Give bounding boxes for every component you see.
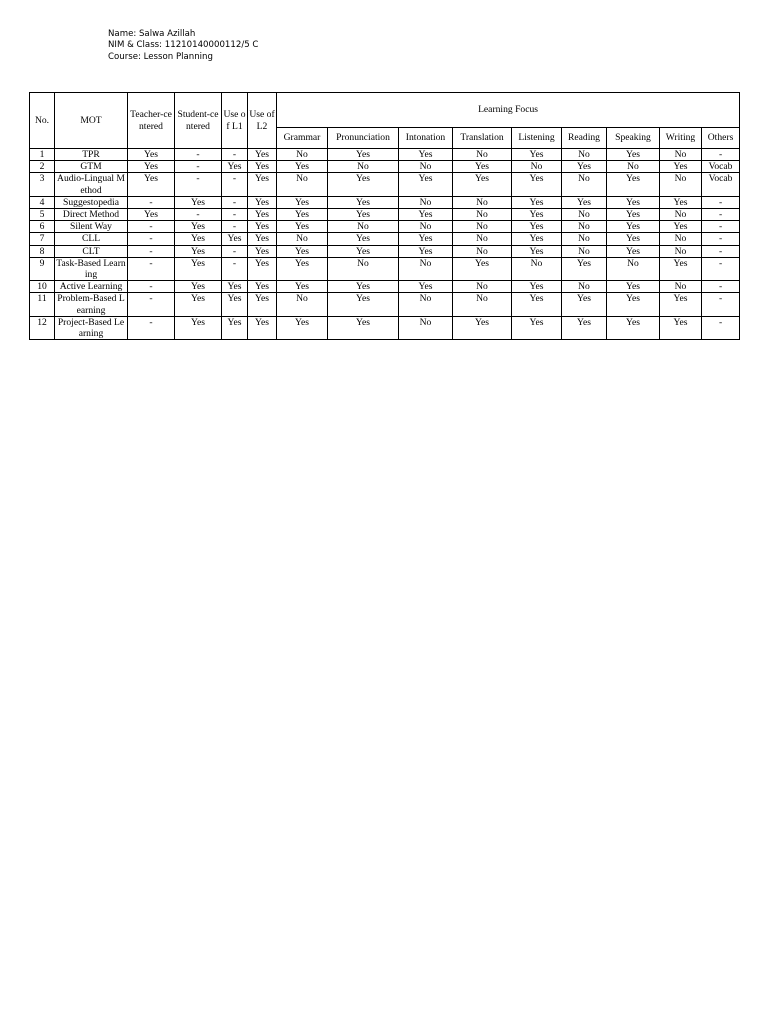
cell-grammar: Yes xyxy=(277,196,328,208)
col-header-writing: Writing xyxy=(660,128,702,149)
cell-use-l1: - xyxy=(222,209,248,221)
cell-listening: Yes xyxy=(512,209,562,221)
cell-use-l1: - xyxy=(222,196,248,208)
cell-mot: Direct Method xyxy=(55,209,128,221)
cell-listening: No xyxy=(512,257,562,280)
cell-no: 8 xyxy=(30,245,55,257)
cell-use-l2: Yes xyxy=(248,281,277,293)
cell-translation: Yes xyxy=(453,161,512,173)
cell-others: - xyxy=(702,196,740,208)
cell-student-centered: Yes xyxy=(175,233,222,245)
cell-pronunciation: Yes xyxy=(328,245,399,257)
cell-no: 12 xyxy=(30,316,55,339)
cell-student-centered: Yes xyxy=(175,257,222,280)
col-header-others: Others xyxy=(702,128,740,149)
table-row xyxy=(30,257,740,280)
table-row xyxy=(30,149,740,161)
cell-writing: Yes xyxy=(660,293,702,316)
cell-use-l1: Yes xyxy=(222,293,248,316)
cell-reading: No xyxy=(562,281,607,293)
cell-reading: No xyxy=(562,221,607,233)
cell-student-centered: Yes xyxy=(175,245,222,257)
cell-use-l2: Yes xyxy=(248,221,277,233)
cell-speaking: Yes xyxy=(607,316,660,339)
col-header-speaking: Speaking xyxy=(607,128,660,149)
cell-writing: Yes xyxy=(660,196,702,208)
cell-student-centered: - xyxy=(175,161,222,173)
cell-grammar: Yes xyxy=(277,316,328,339)
cell-writing: No xyxy=(660,281,702,293)
cell-teacher-centered: - xyxy=(128,281,175,293)
cell-intonation: No xyxy=(399,196,453,208)
cell-no: 3 xyxy=(30,173,55,196)
cell-teacher-centered: - xyxy=(128,245,175,257)
cell-use-l2: Yes xyxy=(248,293,277,316)
cell-grammar: No xyxy=(277,149,328,161)
table-row xyxy=(30,281,740,293)
cell-translation: No xyxy=(453,196,512,208)
cell-use-l1: - xyxy=(222,149,248,161)
cell-use-l1: Yes xyxy=(222,161,248,173)
cell-intonation: Yes xyxy=(399,209,453,221)
cell-no: 5 xyxy=(30,209,55,221)
cell-reading: Yes xyxy=(562,293,607,316)
cell-use-l2: Yes xyxy=(248,316,277,339)
cell-teacher-centered: - xyxy=(128,233,175,245)
cell-listening: Yes xyxy=(512,316,562,339)
cell-writing: No xyxy=(660,173,702,196)
cell-student-centered: Yes xyxy=(175,196,222,208)
cell-listening: Yes xyxy=(512,221,562,233)
cell-use-l1: Yes xyxy=(222,233,248,245)
cell-pronunciation: Yes xyxy=(328,281,399,293)
cell-use-l1: Yes xyxy=(222,281,248,293)
cell-translation: Yes xyxy=(453,257,512,280)
cell-speaking: Yes xyxy=(607,281,660,293)
course-name: Course: Lesson Planning xyxy=(108,51,213,62)
cell-reading: Yes xyxy=(562,257,607,280)
cell-use-l2: Yes xyxy=(248,209,277,221)
cell-others: - xyxy=(702,245,740,257)
cell-speaking: Yes xyxy=(607,149,660,161)
cell-teacher-centered: - xyxy=(128,293,175,316)
cell-listening: No xyxy=(512,161,562,173)
col-header-learning-focus: Learning Focus xyxy=(277,93,740,128)
cell-use-l1: - xyxy=(222,257,248,280)
cell-others: - xyxy=(702,209,740,221)
cell-no: 1 xyxy=(30,149,55,161)
cell-listening: Yes xyxy=(512,149,562,161)
cell-mot: Active Learning xyxy=(55,281,128,293)
cell-teacher-centered: Yes xyxy=(128,173,175,196)
cell-pronunciation: Yes xyxy=(328,149,399,161)
col-header-use-l2: Use of L2 xyxy=(248,93,277,149)
cell-writing: No xyxy=(660,149,702,161)
cell-intonation: Yes xyxy=(399,233,453,245)
cell-reading: No xyxy=(562,233,607,245)
cell-use-l1: - xyxy=(222,173,248,196)
cell-grammar: Yes xyxy=(277,221,328,233)
cell-speaking: No xyxy=(607,257,660,280)
cell-listening: Yes xyxy=(512,196,562,208)
cell-no: 9 xyxy=(30,257,55,280)
cell-speaking: Yes xyxy=(607,173,660,196)
document-header xyxy=(108,29,258,63)
cell-writing: No xyxy=(660,245,702,257)
cell-no: 4 xyxy=(30,196,55,208)
table-row xyxy=(30,209,740,221)
cell-teacher-centered: - xyxy=(128,196,175,208)
cell-translation: No xyxy=(453,149,512,161)
cell-others: - xyxy=(702,281,740,293)
cell-grammar: Yes xyxy=(277,209,328,221)
cell-writing: Yes xyxy=(660,221,702,233)
cell-intonation: Yes xyxy=(399,245,453,257)
cell-mot: CLT xyxy=(55,245,128,257)
cell-pronunciation: No xyxy=(328,257,399,280)
cell-pronunciation: Yes xyxy=(328,233,399,245)
cell-student-centered: - xyxy=(175,149,222,161)
col-header-listening: Listening xyxy=(512,128,562,149)
table-row xyxy=(30,173,740,196)
cell-grammar: Yes xyxy=(277,257,328,280)
col-header-pronunciation: Pronunciation xyxy=(328,128,399,149)
cell-use-l2: Yes xyxy=(248,149,277,161)
cell-mot: Audio-Lingual Method xyxy=(55,173,128,196)
cell-grammar: Yes xyxy=(277,281,328,293)
cell-reading: Yes xyxy=(562,196,607,208)
cell-others: - xyxy=(702,316,740,339)
methods-comparison-table xyxy=(29,92,740,340)
cell-listening: Yes xyxy=(512,281,562,293)
cell-reading: Yes xyxy=(562,316,607,339)
cell-translation: No xyxy=(453,233,512,245)
cell-reading: Yes xyxy=(562,161,607,173)
cell-pronunciation: Yes xyxy=(328,316,399,339)
cell-teacher-centered: - xyxy=(128,257,175,280)
cell-intonation: No xyxy=(399,221,453,233)
cell-reading: No xyxy=(562,149,607,161)
cell-pronunciation: Yes xyxy=(328,173,399,196)
cell-pronunciation: Yes xyxy=(328,196,399,208)
cell-grammar: No xyxy=(277,293,328,316)
col-header-student-centered: Student-centered xyxy=(175,93,222,149)
cell-intonation: No xyxy=(399,161,453,173)
cell-grammar: Yes xyxy=(277,161,328,173)
cell-use-l1: Yes xyxy=(222,316,248,339)
cell-others: - xyxy=(702,233,740,245)
cell-no: 2 xyxy=(30,161,55,173)
cell-pronunciation: No xyxy=(328,221,399,233)
col-header-teacher-centered: Teacher-centered xyxy=(128,93,175,149)
student-name: Name: Salwa Azillah xyxy=(108,29,196,39)
col-header-reading: Reading xyxy=(562,128,607,149)
cell-intonation: Yes xyxy=(399,149,453,161)
cell-others: - xyxy=(702,221,740,233)
col-header-intonation: Intonation xyxy=(399,128,453,149)
cell-mot: GTM xyxy=(55,161,128,173)
cell-writing: Yes xyxy=(660,316,702,339)
cell-pronunciation: Yes xyxy=(328,293,399,316)
cell-reading: No xyxy=(562,245,607,257)
cell-speaking: Yes xyxy=(607,293,660,316)
table-row xyxy=(30,161,740,173)
cell-others: Vocab xyxy=(702,173,740,196)
student-nim-class: NIM & Class: 11210140000112/5 C xyxy=(108,40,259,51)
cell-use-l2: Yes xyxy=(248,161,277,173)
cell-student-centered: Yes xyxy=(175,221,222,233)
cell-others: - xyxy=(702,149,740,161)
cell-mot: Task-Based Learning xyxy=(56,257,126,281)
table-row xyxy=(30,316,740,339)
cell-student-centered: Yes xyxy=(175,293,222,316)
col-header-use-l1: Use of L1 xyxy=(222,93,248,149)
cell-writing: No xyxy=(660,209,702,221)
cell-use-l2: Yes xyxy=(248,233,277,245)
cell-student-centered: Yes xyxy=(175,281,222,293)
cell-no: 7 xyxy=(30,233,55,245)
cell-teacher-centered: Yes xyxy=(128,149,175,161)
cell-speaking: Yes xyxy=(607,245,660,257)
cell-mot: Problem-Based Learning xyxy=(55,293,128,316)
cell-listening: Yes xyxy=(512,173,562,196)
cell-no: 11 xyxy=(30,293,55,316)
cell-teacher-centered: - xyxy=(128,316,175,339)
table-row xyxy=(30,221,740,233)
cell-reading: No xyxy=(562,209,607,221)
cell-mot: CLL xyxy=(55,233,128,245)
cell-reading: No xyxy=(562,173,607,196)
cell-translation: No xyxy=(453,281,512,293)
cell-intonation: No xyxy=(399,316,453,339)
cell-teacher-centered: Yes xyxy=(128,161,175,173)
cell-grammar: Yes xyxy=(277,245,328,257)
cell-use-l1: - xyxy=(222,245,248,257)
table-row xyxy=(30,196,740,208)
cell-no: 6 xyxy=(30,221,55,233)
cell-translation: Yes xyxy=(453,316,512,339)
cell-mot: Project-Based Learning xyxy=(55,316,128,339)
cell-speaking: Yes xyxy=(607,209,660,221)
cell-listening: Yes xyxy=(512,233,562,245)
cell-translation: Yes xyxy=(453,173,512,196)
cell-intonation: No xyxy=(399,257,453,280)
cell-student-centered: - xyxy=(175,173,222,196)
cell-student-centered: Yes xyxy=(175,316,222,339)
cell-use-l2: Yes xyxy=(248,173,277,196)
cell-others: Vocab xyxy=(702,161,740,173)
cell-pronunciation: Yes xyxy=(328,209,399,221)
cell-writing: Yes xyxy=(660,257,702,280)
cell-teacher-centered: - xyxy=(128,221,175,233)
cell-student-centered: - xyxy=(175,209,222,221)
table-body xyxy=(30,149,740,340)
cell-mot: Suggestopedia xyxy=(55,196,128,208)
cell-no: 10 xyxy=(30,281,55,293)
cell-translation: No xyxy=(453,209,512,221)
col-header-grammar: Grammar xyxy=(277,128,328,149)
cell-use-l2: Yes xyxy=(248,257,277,280)
cell-writing: No xyxy=(660,233,702,245)
cell-intonation: Yes xyxy=(399,281,453,293)
col-header-mot: MOT xyxy=(55,93,128,149)
cell-translation: No xyxy=(453,293,512,316)
cell-translation: No xyxy=(453,245,512,257)
cell-pronunciation: No xyxy=(328,161,399,173)
table-row xyxy=(30,233,740,245)
cell-teacher-centered: Yes xyxy=(128,209,175,221)
cell-use-l2: Yes xyxy=(248,245,277,257)
cell-others: - xyxy=(702,293,740,316)
cell-use-l1: - xyxy=(222,221,248,233)
cell-use-l2: Yes xyxy=(248,196,277,208)
cell-grammar: No xyxy=(277,173,328,196)
table-row xyxy=(30,245,740,257)
cell-mot: Silent Way xyxy=(55,221,128,233)
cell-speaking: No xyxy=(607,161,660,173)
table-row xyxy=(30,293,740,316)
cell-mot: TPR xyxy=(55,149,128,161)
cell-listening: Yes xyxy=(512,293,562,316)
cell-writing: Yes xyxy=(660,161,702,173)
col-header-translation: Translation xyxy=(453,128,512,149)
cell-translation: No xyxy=(453,221,512,233)
cell-intonation: No xyxy=(399,293,453,316)
cell-speaking: Yes xyxy=(607,196,660,208)
cell-listening: Yes xyxy=(512,245,562,257)
cell-others: - xyxy=(702,257,740,280)
col-header-no: No. xyxy=(30,93,55,149)
cell-intonation: Yes xyxy=(399,173,453,196)
cell-speaking: Yes xyxy=(607,233,660,245)
cell-speaking: Yes xyxy=(607,221,660,233)
cell-grammar: No xyxy=(277,233,328,245)
